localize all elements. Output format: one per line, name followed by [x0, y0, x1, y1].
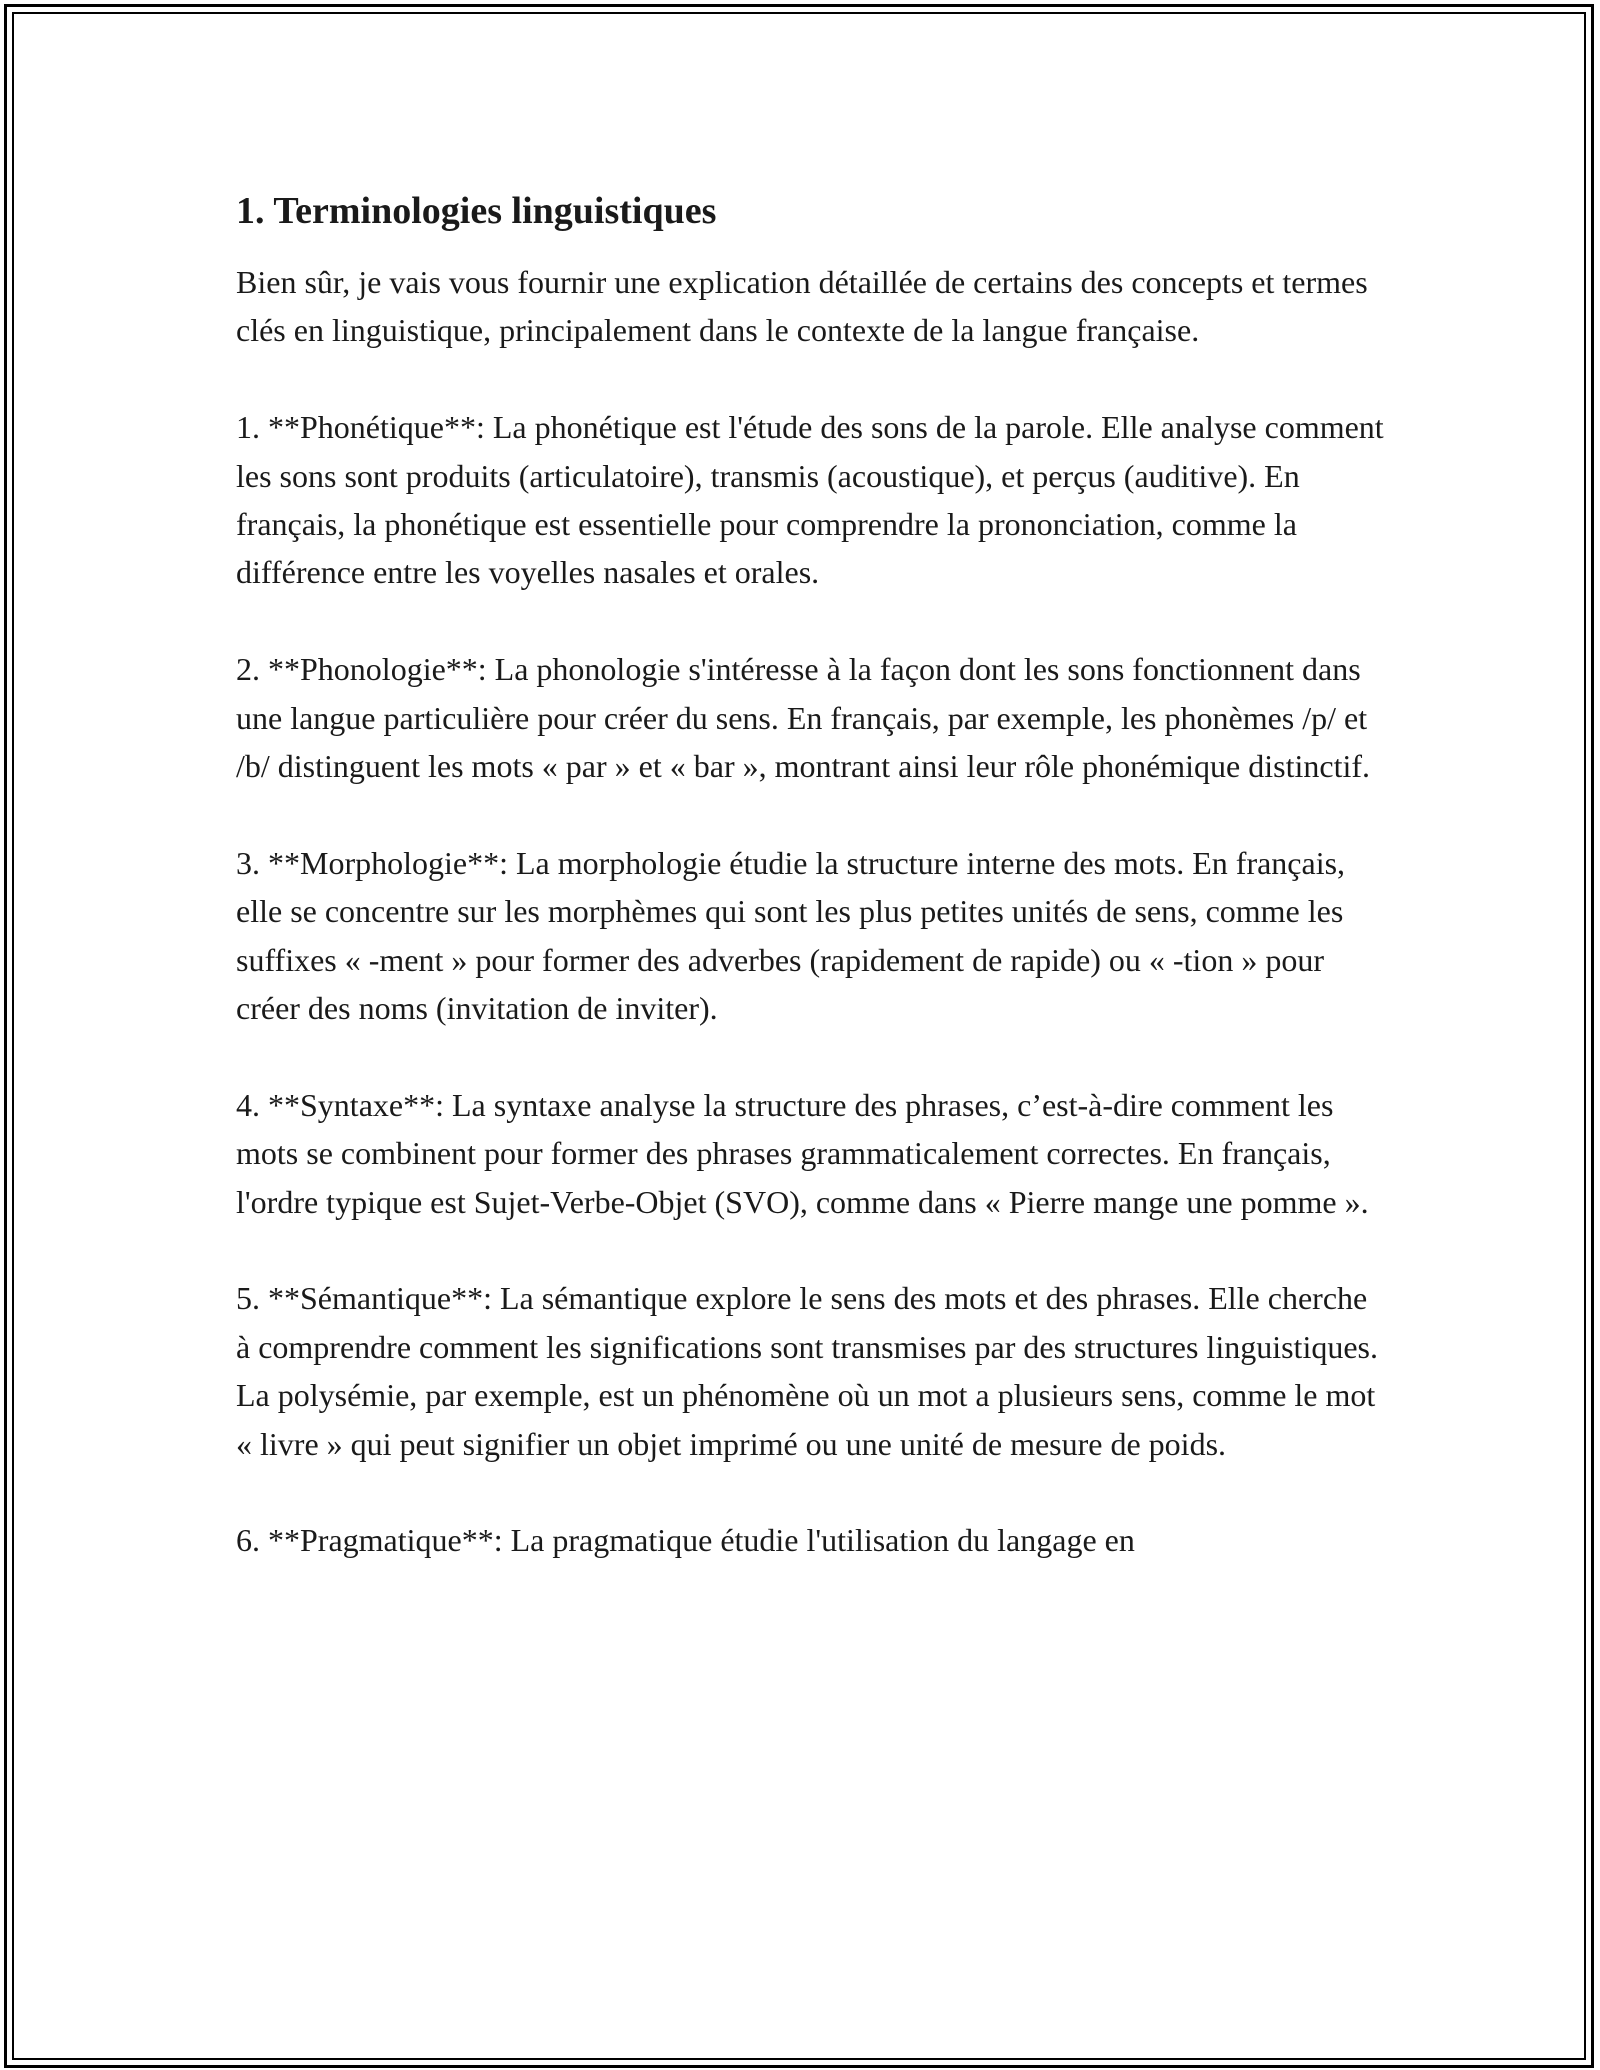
list-item-pragmatique: 6. **Pragmatique**: La pragmatique étudie l'utilisation du langage en — [236, 1522, 1135, 1559]
list-item-phonetique: 1. **Phonétique**: La phonétique est l'étude des sons de la parole. Elle analyse comment les sons sont produits (articulatoire), transmis (acoustique), et perçus (auditive). En français, la phonétique est essentielle pour comprendre la prononciation, comme la différence entre les voyelles nasales et orales. — [236, 409, 1384, 591]
list-item-semantique: 5. **Sémantique**: La sémantique explore le sens des mots et des phrases. Elle cherche à comprendre comment les significations sont transmises par des structures linguistiques. La polysémie, par exemple, est un phénomène où un mot a plusieurs sens, comme le mot « livre » qui peut signifier un objet imprimé ou une unité de mesure de poids. — [236, 1280, 1378, 1462]
list-item-morphologie: 3. **Morphologie**: La morphologie étudie la structure interne des mots. En français, elle se concentre sur les morphèmes qui sont les plus petites unités de sens, comme les suffixes « -ment » pour former des adverbes (rapidement de rapide) ou « -tion » pour créer des noms (invitation de inviter). — [236, 844, 1346, 1027]
section-heading: 1. Terminologies linguistiques — [236, 190, 717, 232]
list-item-phonologie: 2. **Phonologie**: La phonologie s'intéresse à la façon dont les sons fonctionnent dans une langue particulière pour créer du sens. En français, par exemple, les phonèmes /p/ et /b/ distinguent les mots « par » et « bar », montrant ainsi leur rôle phonémique distinctif. — [236, 651, 1371, 785]
list-item-syntaxe: 4. **Syntaxe**: La syntaxe analyse la structure des phrases, c’est-à-dire comment les mots se combinent pour former des phrases grammaticalement correctes. En français, l'ordre typique est Sujet-Verbe-Objet (SVO), comme dans « Pierre mange une pomme ». — [236, 1086, 1369, 1220]
document-body — [236, 186, 1386, 1565]
intro-paragraph: Bien sûr, je vais vous fournir une explication détaillée de certains des concepts et termes clés en linguistique, principalement dans le contexte de la langue française. — [236, 264, 1368, 349]
